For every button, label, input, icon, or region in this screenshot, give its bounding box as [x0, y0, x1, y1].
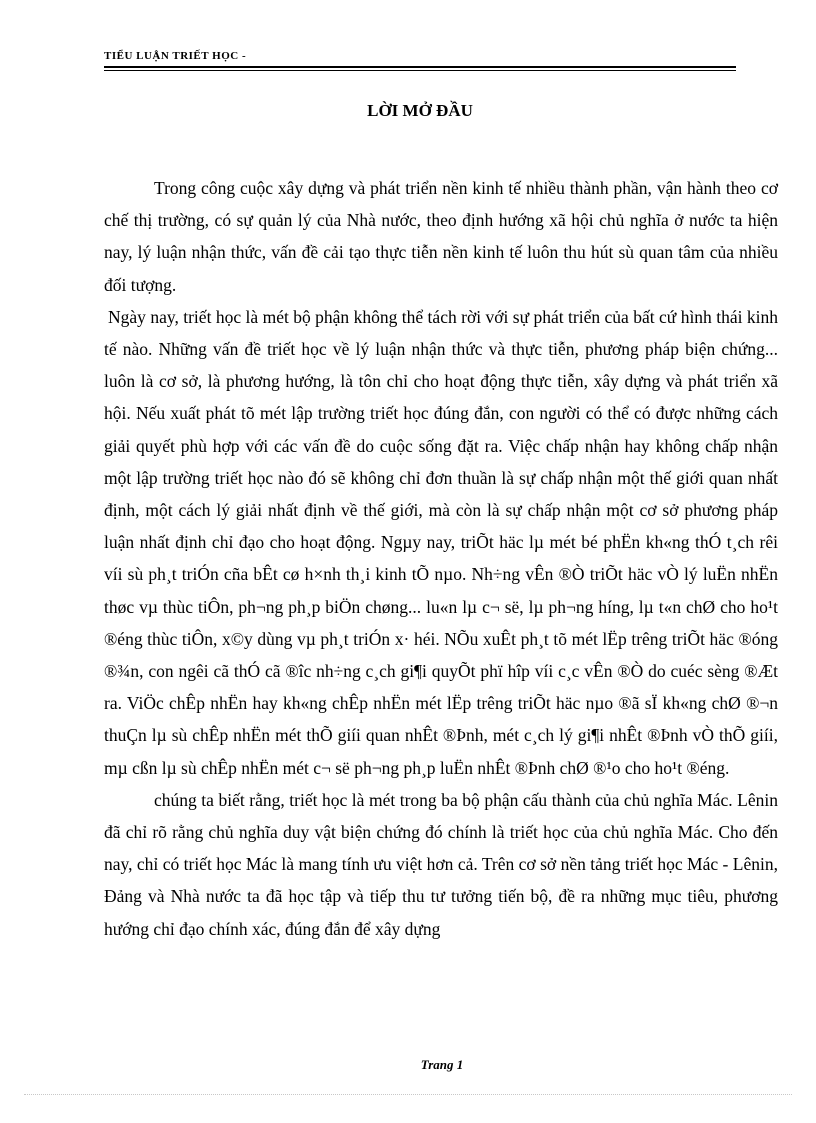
- running-header: TIỂU LUẬN TRIẾT HỌC -: [104, 50, 247, 62]
- paragraph-intro: Trong công cuộc xây dựng và phát triển nền kinh tế nhiều thành phần, vận hành theo cơ chế thị trường, có sự quản lý của Nhà nước, theo định hướng xã hội chủ nghĩa ở nước ta hiện nay, lý luận nhận thức, vấn đề cải tạo thực tiễn nền kinh tế luôn thu hút sù quan tâm của nhiều đối tượng.: [104, 178, 778, 295]
- paragraph-marxism: chúng ta biết rằng, triết học là mét trong ba bộ phận cấu thành của chủ nghĩa Mác. Lênin đã chỉ rõ rằng chủ nghĩa duy vật biện chứng đó chính là triết học của chủ nghĩa Mác. Cho đến nay, chỉ có triết học Mác là mang tính ưu việt hơn cả. Trên cơ sở nền tảng triết học Mác - Lênin, Đảng và Nhà nước ta đã học tập và tiếp thu tư tưởng tiến bộ, đề ra những mục tiêu, phương hướng chỉ đạo chính xác, đúng đắn để xây dựng: [104, 789, 778, 939]
- page-bottom-border: [24, 1094, 792, 1095]
- document-title: LỜI MỞ ĐẦU: [367, 101, 473, 120]
- page-number: Trang 1: [420, 1057, 464, 1072]
- paragraph-philosophy: Ngày nay, triết học là mét bộ phận không thể tách rời với sự phát triển của bất cứ hình thái kinh tế nào. Những vấn đề triết học về lý luận nhận thức và thực tiễn, phương pháp biện chứng... luôn là cơ sở, là phương hướng, là tôn chỉ cho hoạt động thực tiễn, xây dựng và phát triển xã hội. Nếu xuất phát tõ mét lập trường triết học đúng đắn, con người có thể có được những cách giải quyết phù hợp với các vấn đề do cuộc sống đặt ra. Việc chấp nhận hay không chấp nhận một lập trường triết học nào đó sẽ không chỉ đơn thuần là sự chấp nhận một thế giới quan nhất định, một cách lý giải nhất định về thế giới, mà còn là sự chấp nhận một cơ sở phương pháp luận nhất định chỉ đạo cho hoạt động. Ngµy nay, triÕt häc lµ mét bé phËn kh«ng thÓ t¸ch rêi víi sù ph¸t triÓn cña bÊt cø h×nh th¸i kinh tÕ nµo. Nh÷ng vÊn ®Ò triÕt häc vÒ lý luËn nhËn thøc vµ thùc tiÔn, ph¬ng ph¸p biÖn chøng... lu«n lµ c¬ së, lµ ph¬ng híng, lµ t«n chØ cho ho¹t ®éng thùc tiÔn, x©y dùng vµ ph¸t triÓn x· héi. NÕu xuÊt ph¸t tõ mét lËp trêng triÕt häc ®óng ®¾n, con ngêi cã thÓ cã ®îc nh÷ng c¸ch gi¶i quyÕt phï hîp víi c¸c vÊn ®Ò do cuéc sèng ®Æt ra. ViÖc chÊp nhËn hay kh«ng chÊp nhËn mét lËp trêng triÕt häc nµo ®ã sÏ kh«ng chØ ®¬n thuÇn lµ sù chÊp nhËn mét thÕ giíi quan nhÊt ®Þnh, mét c¸ch lý gi¶i nhÊt ®Þnh vÒ thÕ giíi, mµ cßn lµ sù chÊp nhËn mét c¬ së ph¬ng ph¸p luËn nhÊt ®Þnh chØ ®¹o cho ho¹t ®éng.: [104, 306, 778, 778]
- header-rule-thin: [104, 70, 736, 71]
- header-rule-thick: [104, 66, 736, 68]
- document-body: [104, 172, 778, 945]
